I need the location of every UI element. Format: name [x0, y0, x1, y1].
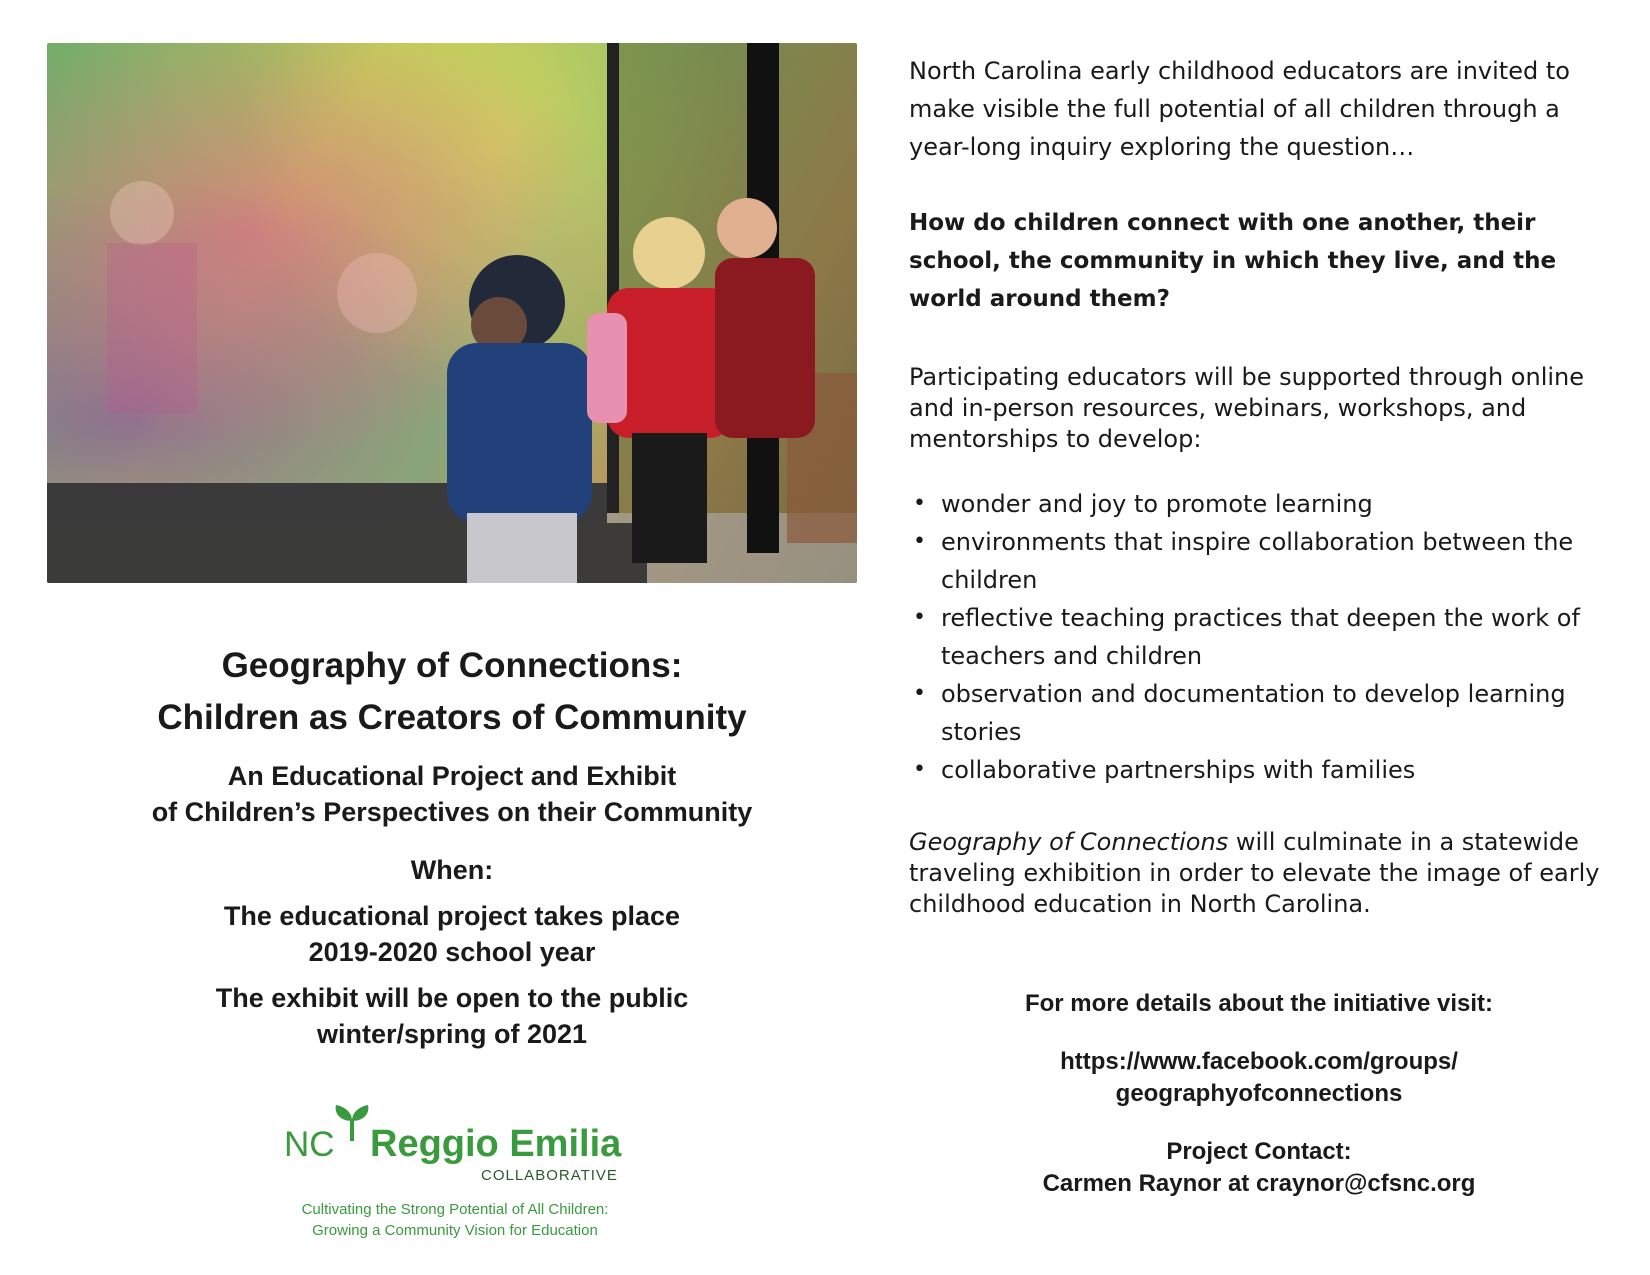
list-item: [909, 599, 1609, 675]
logo-tagline-line-2: Growing a Community Vision for Education: [312, 1222, 598, 1239]
culminate-italic-title: Geography of Connections: [909, 828, 1229, 856]
sub-title-line-1: An Educational Project and Exhibit: [227, 761, 677, 791]
when-label: When:: [410, 855, 494, 885]
hero-photo: [47, 43, 857, 583]
exhibit-timing-line-2: winter/spring of 2021: [316, 1019, 588, 1049]
bullet-icon: •: [913, 681, 926, 706]
project-timing-line-1: The educational project takes place: [223, 901, 681, 931]
intro-paragraph: North Carolina early childhood educators are invited to make visible the full potential of all children through a year-long inquiry exploring the question…: [909, 57, 1570, 161]
photo-children-bus-stop-icon: [47, 43, 857, 583]
sub-title-line-2: of Children’s Perspectives on their Community: [151, 797, 753, 827]
sub-title: [47, 758, 857, 830]
list-item: [909, 485, 1609, 523]
project-timing-line-2: 2019-2020 school year: [308, 937, 596, 967]
main-title: [47, 640, 857, 744]
list-item-text: observation and documentation to develop learning stories: [941, 680, 1566, 746]
contact-line[interactable]: Carmen Raynor at craynor@cfsnc.org: [1042, 1170, 1476, 1197]
bullet-icon: •: [913, 491, 926, 516]
sprout-icon: [332, 1105, 372, 1141]
list-item: [909, 523, 1609, 599]
main-title-line-2: Children as Creators of Community: [157, 698, 747, 737]
right-column: [909, 52, 1609, 1200]
contact-block: [909, 988, 1609, 1200]
logo-nc: NC: [284, 1125, 335, 1164]
exhibit-timing: [47, 980, 857, 1052]
bullet-icon: •: [913, 757, 926, 782]
project-timing: [47, 898, 857, 970]
title-block: [47, 640, 857, 1052]
bullet-icon: •: [913, 605, 926, 630]
logo-collaborative: COLLABORATIVE: [481, 1167, 618, 1184]
development-list: [909, 485, 1609, 789]
main-title-line-1: Geography of Connections:: [221, 646, 683, 685]
list-item-text: environments that inspire collaboration between the children: [941, 528, 1574, 594]
inquiry-question: How do children connect with one another, their school, the community in which they live, and the world around them?: [909, 210, 1557, 312]
nc-reggio-emilia-logo: [270, 1105, 640, 1245]
list-item-text: reflective teaching practices that deepen the work of teachers and children: [941, 604, 1580, 670]
bullet-icon: •: [913, 529, 926, 554]
list-item: [909, 675, 1609, 751]
culminate-paragraph: [909, 827, 1609, 920]
contact-label: Project Contact:: [1166, 1138, 1352, 1165]
list-item-text: collaborative partnerships with families: [941, 756, 1416, 784]
facebook-link-line-2[interactable]: geographyofconnections: [1115, 1080, 1403, 1107]
facebook-link-line-1[interactable]: https://www.facebook.com/groups/: [1060, 1048, 1458, 1075]
logo-name: Reggio Emilia: [370, 1123, 622, 1165]
culminate-text: will culminate in a statewide traveling exhibition in order to elevate the image of early childhood education in North Carolina.: [909, 828, 1600, 918]
logo-tagline: [270, 1199, 640, 1241]
exhibit-timing-line-1: The exhibit will be open to the public: [215, 983, 689, 1013]
list-item: [909, 751, 1609, 789]
support-paragraph: Participating educators will be supported through online and in-person resources, webinars, workshops, and mentorships to develop:: [909, 363, 1585, 453]
list-item-text: wonder and joy to promote learning: [941, 490, 1373, 518]
logo-tagline-line-1: Cultivating the Strong Potential of All Children:: [301, 1201, 609, 1218]
details-label: For more details about the initiative visit:: [1024, 990, 1494, 1017]
facebook-link[interactable]: [909, 1046, 1609, 1110]
